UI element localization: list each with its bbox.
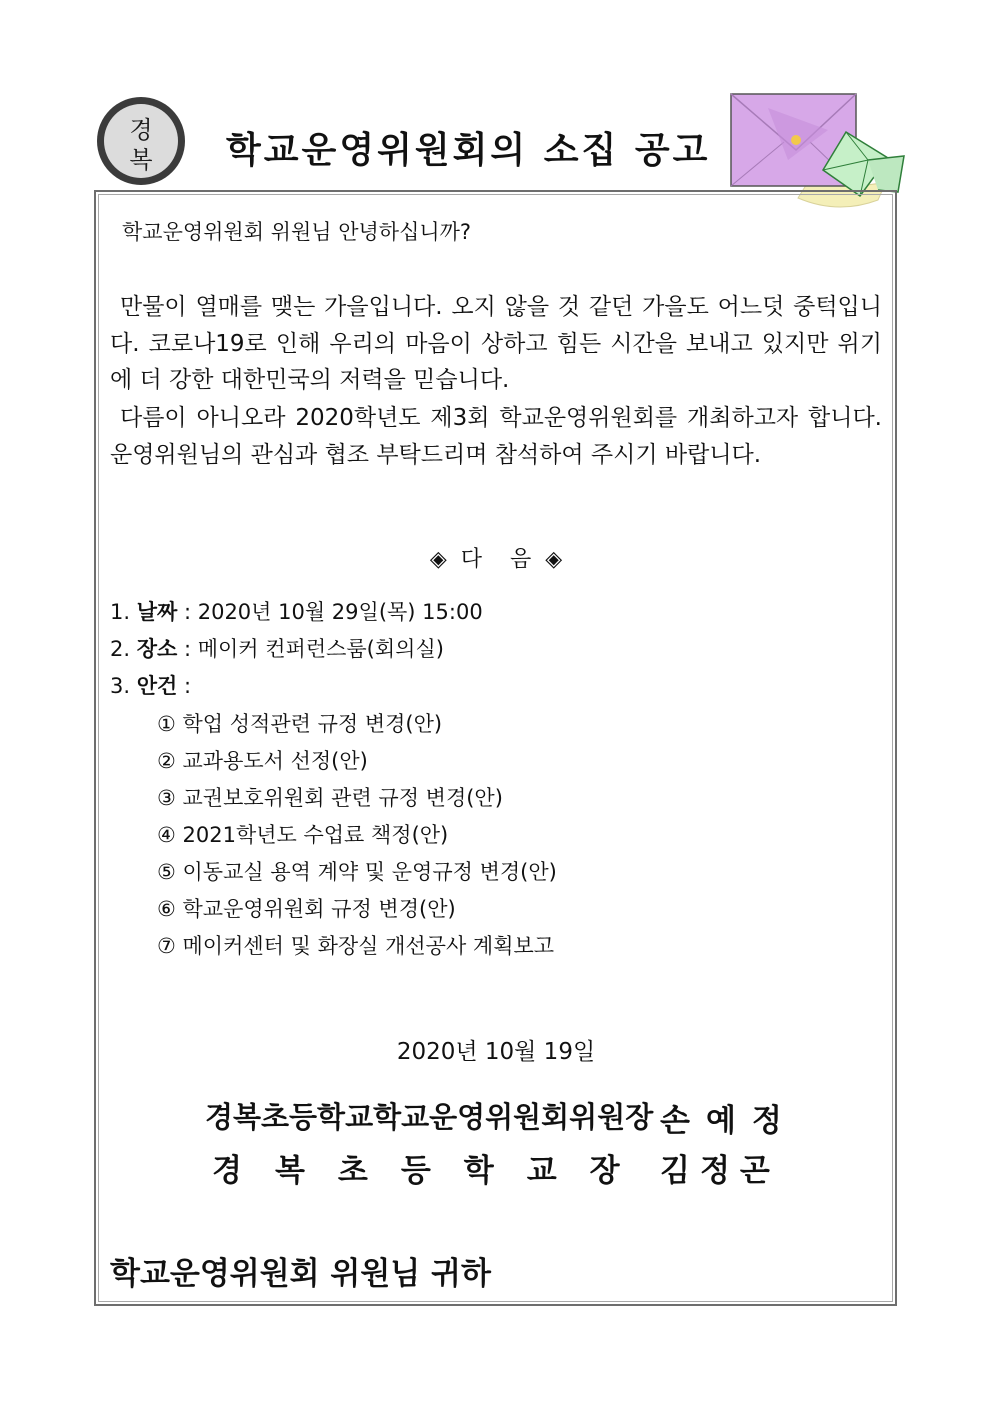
detail-value: : 2020년 10월 29일(목) 15:00 [177, 600, 483, 624]
agenda-item: ⑦ 메이커센터 및 화장실 개선공사 계획보고 [157, 934, 555, 958]
body-paragraph-1: 만물이 열매를 맺는 가을입니다. 오지 않을 것 같던 가을도 어느덧 중턱입니다. 코로나19로 인해 우리의 마음이 상하고 힘든 시간을 보내고 있지만 위기에 더 강한 대한민국의 저력을 믿습니다. [110, 294, 882, 393]
detail-num: 1. [110, 600, 137, 624]
agenda-item: ① 학업 성적관련 규정 변경(안) [157, 712, 443, 736]
detail-num: 2. [110, 637, 137, 661]
agenda-item: ⑤ 이동교실 용역 계약 및 운영규정 변경(안) [157, 860, 557, 884]
detail-label: 날짜 [136, 600, 178, 624]
school-logo [95, 95, 187, 187]
detail-label: 안건 [136, 674, 178, 698]
greeting: 학교운영위원회 위원님 안녕하십니까? [122, 220, 472, 244]
logo-char-1: 경 [129, 116, 153, 144]
agenda-item: ③ 교권보호위원회 관련 규정 변경(안) [157, 786, 503, 810]
signature-org-1: 경복초등학교학교운영위원회위원장 [205, 1100, 654, 1134]
agenda-item: ⑥ 학교운영위원회 규정 변경(안) [157, 897, 456, 921]
recipient-line: 학교운영위원회 위원님 귀하 [110, 1256, 491, 1292]
agenda-item: ② 교과용도서 선정(안) [157, 749, 368, 773]
detail-label: 장소 [136, 637, 178, 661]
signature-org-2: 경복초등학교장 [212, 1153, 653, 1189]
detail-agenda [110, 670, 191, 700]
next-heading: ◈ 다 음 ◈ [429, 547, 563, 572]
agenda-item: ④ 2021학년도 수업료 책정(안) [157, 823, 449, 847]
page-title: 학교운영위원회의 소집 공고 [226, 130, 711, 171]
signature-name-2: 김정곤 [660, 1153, 780, 1189]
logo-char-2: 복 [129, 146, 153, 174]
body-paragraph-2: 다름이 아니오라 2020학년도 제3회 학교운영위원회를 개최하고자 합니다. 운영위원님의 관심과 협조 부탁드리며 참석하여 주시기 바랍니다. [110, 405, 882, 468]
detail-value: : 메이커 컨퍼런스룸(회의실) [177, 637, 444, 661]
signature-name-1: 손예정 [660, 1103, 798, 1139]
notice-date: 2020년 10월 19일 [396, 1039, 596, 1065]
detail-place [110, 633, 444, 663]
detail-date [110, 596, 483, 626]
detail-value: : [177, 674, 192, 698]
detail-num: 3. [110, 674, 137, 698]
